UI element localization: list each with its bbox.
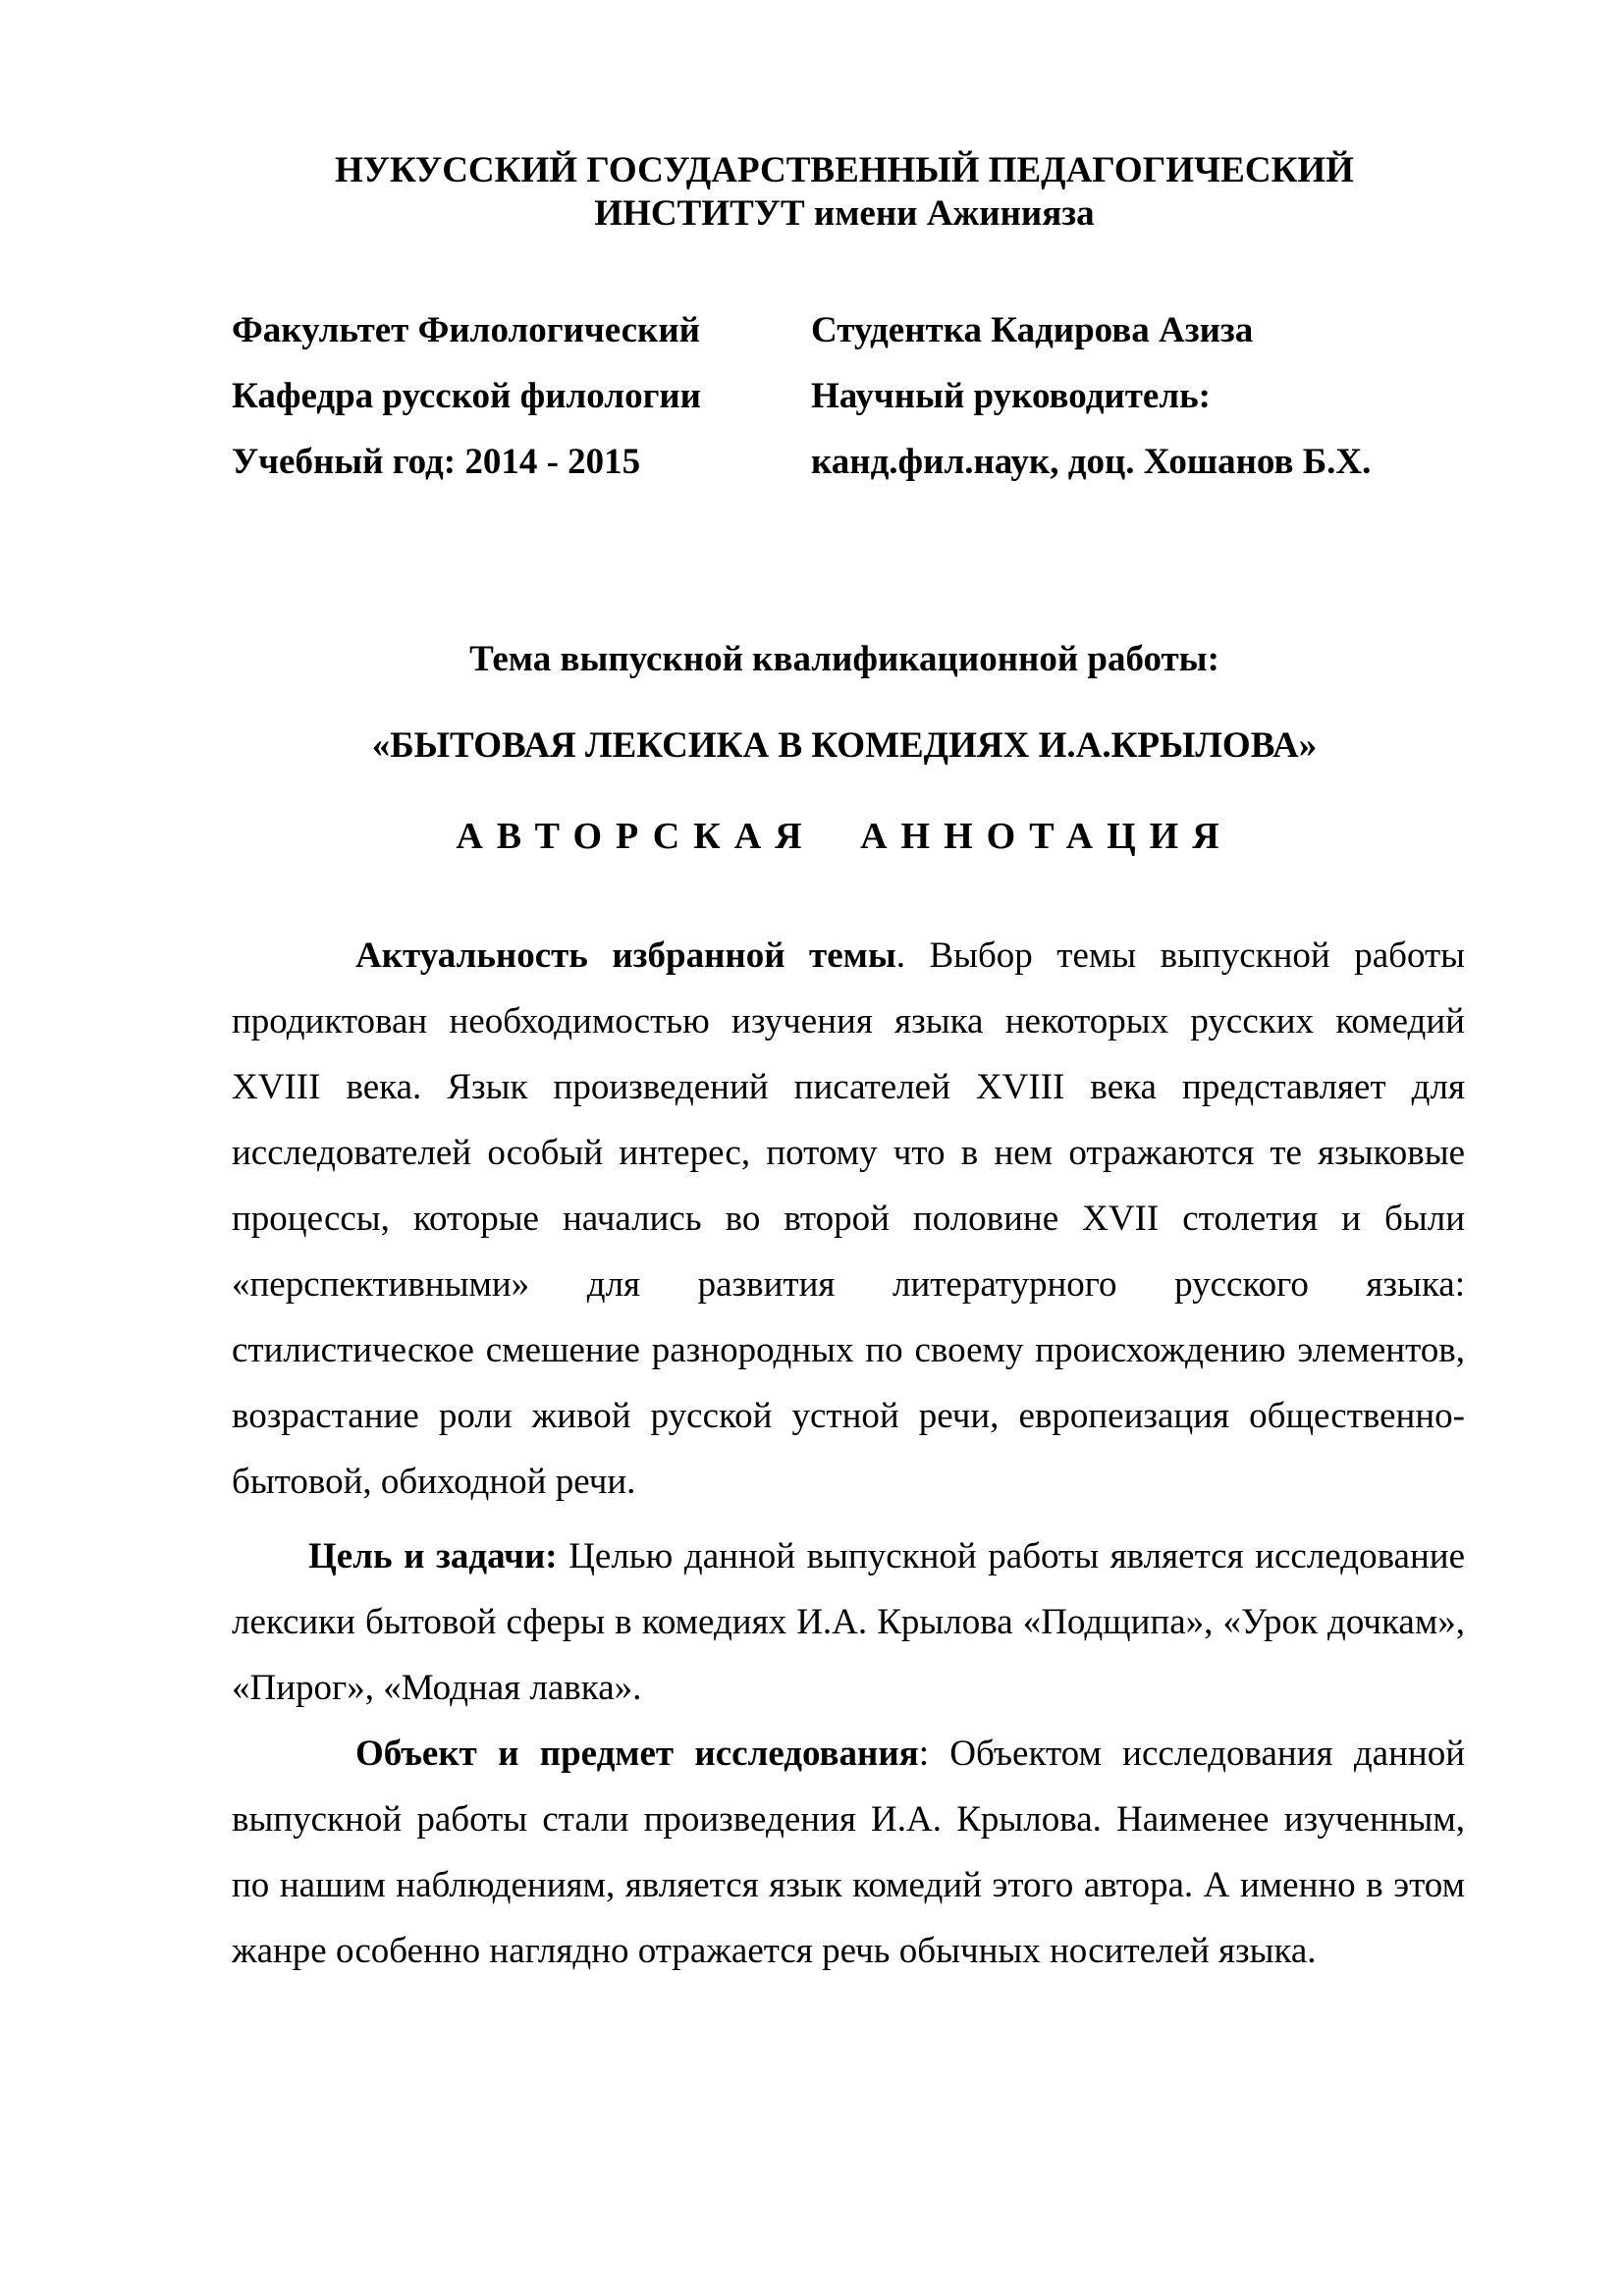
student: Студентка Кадирова Азиза: [811, 310, 1254, 350]
section-goals: [232, 1523, 1465, 1721]
annotation-title: АВТОРСКАЯ АННОТАЦИЯ: [456, 816, 1233, 857]
academic-year: Учебный год: 2014 - 2015: [232, 442, 641, 482]
section-relevance: [232, 923, 1465, 1515]
section-text: Целью данной выпускной работы является исследование лексики бытовой сферы в комедиях И.А. Крылова «Подщипа», «Урок дочкам», «Пирог», «Модная лавка».: [232, 1536, 1465, 1708]
section-heading: Цель и задачи:: [308, 1536, 558, 1576]
supervisor: канд.фил.наук, доц. Хошанов Б.Х.: [811, 442, 1372, 482]
theme-label: Тема выпускной квалификационной работы:: [469, 639, 1219, 679]
section-object: [232, 1721, 1465, 1984]
faculty: Факультет Филологический: [232, 310, 700, 350]
section-text: Выбор темы выпускной работы продиктован необходимостью изучения языка некоторых русских комедий XVIII века. Язык произведений писателей XVIII века представляет для исследователей особый интерес, потому что в нем отражаются те языковые процессы, которые начались во второй половине XVII столетия и были «перспективными» для развития литературного русского языка: стилистическое смешение разнородных по своему происхождению элементов, возрастание роли живой русской устной речи, европеизация общественно-бытовой, обиходной речи.: [232, 935, 1465, 1502]
section-heading: Объект и предмет исследования: [355, 1734, 919, 1774]
supervisor-label: Научный руководитель:: [811, 376, 1211, 416]
institute-name: [0, 149, 1623, 236]
institute-name-line1: НУКУССКИЙ ГОСУДАРСТВЕННЫЙ ПЕДАГОГИЧЕСКИЙ: [335, 150, 1354, 190]
section-heading: Актуальность избранной темы: [355, 935, 896, 976]
institute-name-line2: ИНСТИТУТ имени Ажинияза: [594, 193, 1095, 234]
section-separator: .: [895, 935, 930, 976]
section-separator: [558, 1536, 569, 1576]
theme-title: «БЫТОВАЯ ЛЕКСИКА В КОМЕДИЯХ И.А.КРЫЛОВА»: [371, 725, 1318, 766]
section-text: Объектом исследования данной выпускной работы стали произведения И.А. Крылова. Наименее изученным, по нашим наблюдениям, является язык комедий этого автора. А именно в этом жанре особенно наглядно отражается речь обычных носителей языка.: [232, 1734, 1465, 1971]
department: Кафедра русской филологии: [232, 376, 702, 416]
section-separator: :: [918, 1734, 950, 1774]
